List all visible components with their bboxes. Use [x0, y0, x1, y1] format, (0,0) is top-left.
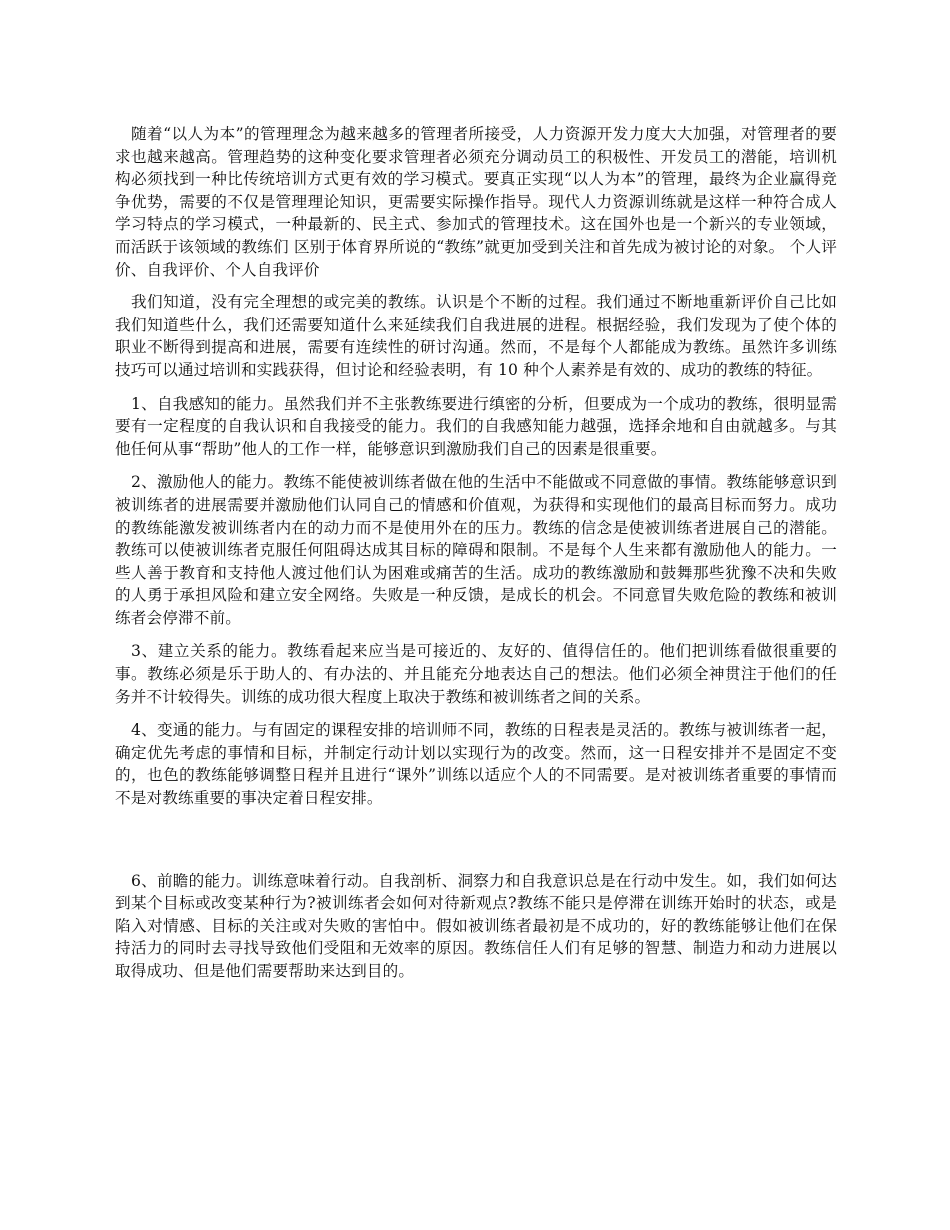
document-page — [115, 123, 837, 983]
paragraph-item-6: 6、前瞻的能力。训练意味着行动。自我剖析、洞察力和自我意识总是在行动中发生。如，我们如何达到某个目标或改变某种行为?被训练者会如何对待新观点?教练不能只是停滞在训练开始时的状态，或是陷入对情感、目标的关注或对失败的害怕中。假如被训练者最初是不成功的，好的教练能够让他们在保持活力的同时去寻找导致他们受阻和无效率的原因。教练信任人们有足够的智慧、制造力和动力进展以取得成功、但是他们需要帮助来达到目的。 — [115, 871, 837, 980]
paragraph-item-3: 3、建立关系的能力。教练看起来应当是可接近的、友好的、值得信任的。他们把训练看做很重要的事。教练必须是乐于助人的、有办法的、并且能充分地表达自己的想法。他们必须全神贯注于他们的任务并不计较得失。训练的成功很大程度上取决于教练和被训练者之间的关系。 — [115, 642, 837, 706]
paragraph-overview: 我们知道，没有完全理想的或完美的教练。认识是个不断的过程。我们通过不断地重新评价自己比如我们知道些什么，我们还需要知道什么来延续我们自我进展的进程。根据经验，我们发现为了使个体的职业不断得到提高和进展，需要有连续性的研讨沟通。然而，不是每个人都能成为教练。虽然许多训练技巧可以通过培训和实践获得，但讨论和经验表明，有 10 种个人素养是有效的、成功的教练的特征。 — [115, 293, 837, 379]
paragraph-item-4: 4、变通的能力。与有固定的课程安排的培训师不同，教练的日程表是灵活的。教练与被训练者一起，确定优先考虑的事情和目标，并制定行动计划以实现行为的改变。然而，这一日程安排并不是固定不变的，也色的教练能够调整日程并且进行“课外”训练以适应个人的不同需要。是对被训练者重要的事情而不是对教练重要的事决定着日程安排。 — [115, 721, 837, 808]
paragraph-item-2: 2、激励他人的能力。教练不能使被训练者做在他的生活中不能做或不同意做的事情。教练能够意识到被训练者的进展需要并激励他们认同自己的情感和价值观，为获得和实现他们的最高目标而努力。成功的教练能激发被训练者内在的动力而不是使用外在的压力。教练的信念是使被训练者进展自己的潜能。教练可以使被训练者克服任何阻碍达成其目标的障碍和限制。不是每个人生来都有激励他人的能力。一些人善于教育和支持他人渡过他们认为困难或痛苦的生活。成功的教练激励和鼓舞那些犹豫不决和失败的人勇于承担风险和建立安全网络。失败是一种反馈，是成长的机会。不同意冒失败危险的教练和被训练者会停滞不前。 — [115, 473, 837, 627]
paragraph-item-1: 1、自我感知的能力。虽然我们并不主张教练要进行缜密的分析，但要成为一个成功的教练，很明显需要有一定程度的自我认识和自我接受的能力。我们的自我感知能力越强，选择余地和自由就越多。与其他任何从事“帮助”他人的工作一样，能够意识到激励我们自己的因素是很重要。 — [115, 394, 837, 458]
paragraph-intro: 随着“以人为本”的管理理念为越来越多的管理者所接受，人力资源开发力度大大加强，对管理者的要求也越来越高。管理趋势的这种变化要求管理者必须充分调动员工的积极性、开发员工的潜能，培训机构必须找到一种比传统培训方式更有效的学习模式。要真正实现“以人为本”的管理，最终为企业赢得竞争优势，需要的不仅是管理理论知识，更需要实际操作指导。现代人力资源训练就是这样一种符合成人学习特点的学习模式，一种最新的、民主式、参加式的管理技术。这在国外也是一个新兴的专业领域，而活跃于该领域的教练们 区别于体育界所说的“教练”就更加受到关注和首先成为被讨论的对象。 个人评价、自我评价、个人自我评价 — [115, 125, 837, 279]
